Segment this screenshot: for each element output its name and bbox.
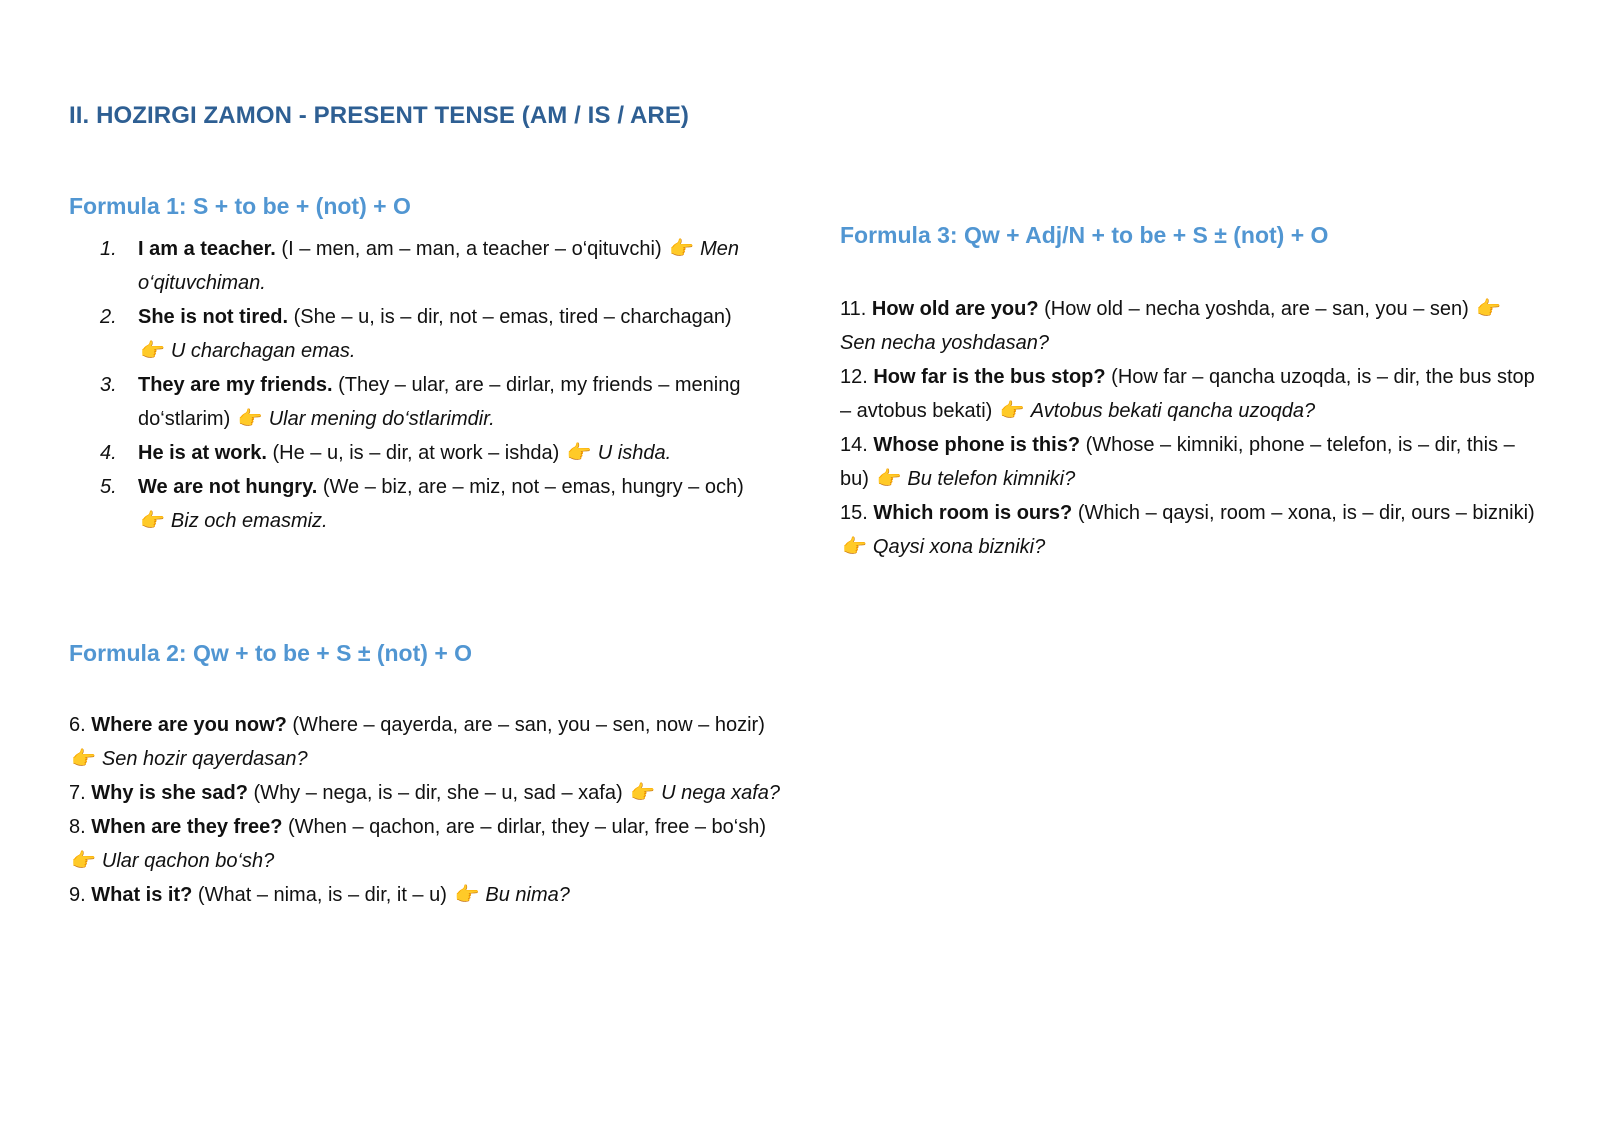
formula-3-heading: Formula 3: Qw + Adj/N + to be + S ± (not) + O <box>840 222 1329 248</box>
uzbek-translation: Sen necha yoshdasan? <box>840 332 1050 354</box>
word-gloss: (Which – qaysi, room – xona, is – dir, ours – bizniki) <box>1072 502 1535 524</box>
list-item <box>100 470 760 538</box>
list-item <box>100 232 760 300</box>
word-gloss: (When – qachon, are – dirlar, they – ular, free – bo‘sh) <box>282 816 767 838</box>
item-number: 15. <box>840 502 874 524</box>
formula-2-heading: Formula 2: Qw + to be + S ± (not) + O <box>69 640 473 666</box>
formula-1-heading: Formula 1: S + to be + (not) + O <box>69 193 411 219</box>
list-item <box>69 708 789 776</box>
word-gloss: (How old – necha yoshda, are – san, you – sen) <box>1038 298 1475 320</box>
word-gloss: (What – nima, is – dir, it – u) <box>192 884 453 906</box>
backhand-index-pointing-right-icon: 👉 <box>71 748 96 770</box>
word-gloss: (They – ular, are – dirlar, my friends – mening do‘stlarim) <box>138 374 741 430</box>
item-number: 2. <box>100 306 117 328</box>
english-sentence: She is not tired. <box>138 306 289 328</box>
word-gloss: (He – u, is – dir, at work – ishda) <box>266 442 565 464</box>
item-number: 11. <box>840 298 872 320</box>
list-item <box>100 436 760 470</box>
item-number: 8. <box>69 816 92 838</box>
backhand-index-pointing-right-icon: 👉 <box>630 782 656 804</box>
backhand-index-pointing-right-icon: 👉 <box>669 238 695 260</box>
list-item <box>69 776 789 810</box>
backhand-index-pointing-right-icon: 👉 <box>71 850 96 872</box>
item-number: 14. <box>840 434 874 456</box>
english-sentence: What is it? <box>91 884 193 906</box>
english-sentence: We are not hungry. <box>138 476 318 498</box>
english-sentence: Where are you now? <box>91 714 287 736</box>
backhand-index-pointing-right-icon: 👉 <box>237 408 263 430</box>
backhand-index-pointing-right-icon: 👉 <box>876 468 902 490</box>
list-item <box>69 810 789 878</box>
list-item <box>100 300 760 368</box>
list-item <box>840 292 1540 360</box>
word-gloss: (Where – qayerda, are – san, you – sen, now – hozir) <box>286 714 765 736</box>
uzbek-translation: Biz och emasmiz. <box>170 510 328 532</box>
list-item <box>840 360 1540 428</box>
word-gloss: (Whose – kimniki, phone – telefon, is – dir, this – bu) <box>840 434 1515 490</box>
english-sentence: Which room is ours? <box>873 502 1073 524</box>
uzbek-translation: U ishda. <box>597 442 672 464</box>
item-number: 3. <box>100 374 117 396</box>
english-sentence: I am a teacher. <box>138 238 276 260</box>
word-gloss: (I – men, am – man, a teacher – o‘qituvchi) <box>275 238 668 260</box>
backhand-index-pointing-right-icon: 👉 <box>566 442 592 464</box>
list-item <box>840 496 1540 564</box>
word-gloss: (How far – qancha uzoqda, is – dir, the bus stop – avtobus bekati) <box>840 366 1535 422</box>
item-number: 5. <box>100 476 117 498</box>
english-sentence: Why is she sad? <box>91 782 248 804</box>
english-sentence: They are my friends. <box>138 374 333 396</box>
backhand-index-pointing-right-icon: 👉 <box>140 340 165 362</box>
uzbek-translation: Sen hozir qayerdasan? <box>101 748 308 770</box>
item-number: 4. <box>100 442 117 464</box>
item-number: 6. <box>69 714 92 736</box>
uzbek-translation: Ular mening do‘stlarimdir. <box>268 408 495 430</box>
english-sentence: He is at work. <box>138 442 267 464</box>
word-gloss: (Why – nega, is – dir, she – u, sad – xafa) <box>247 782 629 804</box>
uzbek-translation: Bu nima? <box>485 884 570 906</box>
formula-1-list <box>100 232 760 538</box>
item-number: 9. <box>69 884 92 906</box>
formula-3-list <box>840 292 1540 564</box>
word-gloss: (She – u, is – dir, not – emas, tired – charchagan) <box>288 306 732 328</box>
list-item <box>100 368 760 436</box>
list-item <box>840 428 1540 496</box>
english-sentence: When are they free? <box>91 816 283 838</box>
english-sentence: How far is the bus stop? <box>873 366 1106 388</box>
backhand-index-pointing-right-icon: 👉 <box>1476 298 1502 320</box>
item-number: 1. <box>100 238 117 260</box>
backhand-index-pointing-right-icon: 👉 <box>140 510 165 532</box>
uzbek-translation: Bu telefon kimniki? <box>907 468 1076 490</box>
english-sentence: How old are you? <box>871 298 1039 320</box>
word-gloss: (We – biz, are – miz, not – emas, hungry – och) <box>317 476 744 498</box>
uzbek-translation: Avtobus bekati qancha uzoqda? <box>1030 400 1316 422</box>
uzbek-translation: Ular qachon bo‘sh? <box>101 850 275 872</box>
uzbek-translation: U charchagan emas. <box>170 340 356 362</box>
formula-2-list <box>69 708 789 912</box>
backhand-index-pointing-right-icon: 👉 <box>454 884 480 906</box>
item-number: 7. <box>69 782 92 804</box>
page-title: II. HOZIRGI ZAMON - PRESENT TENSE (AM / IS / ARE) <box>69 102 690 129</box>
backhand-index-pointing-right-icon: 👉 <box>842 536 867 558</box>
uzbek-translation: Qaysi xona bizniki? <box>872 536 1046 558</box>
uzbek-translation: Men o‘qituvchiman. <box>138 238 739 294</box>
uzbek-translation: U nega xafa? <box>661 782 781 804</box>
backhand-index-pointing-right-icon: 👉 <box>999 400 1025 422</box>
english-sentence: Whose phone is this? <box>873 434 1081 456</box>
list-item <box>69 878 789 912</box>
item-number: 12. <box>840 366 874 388</box>
